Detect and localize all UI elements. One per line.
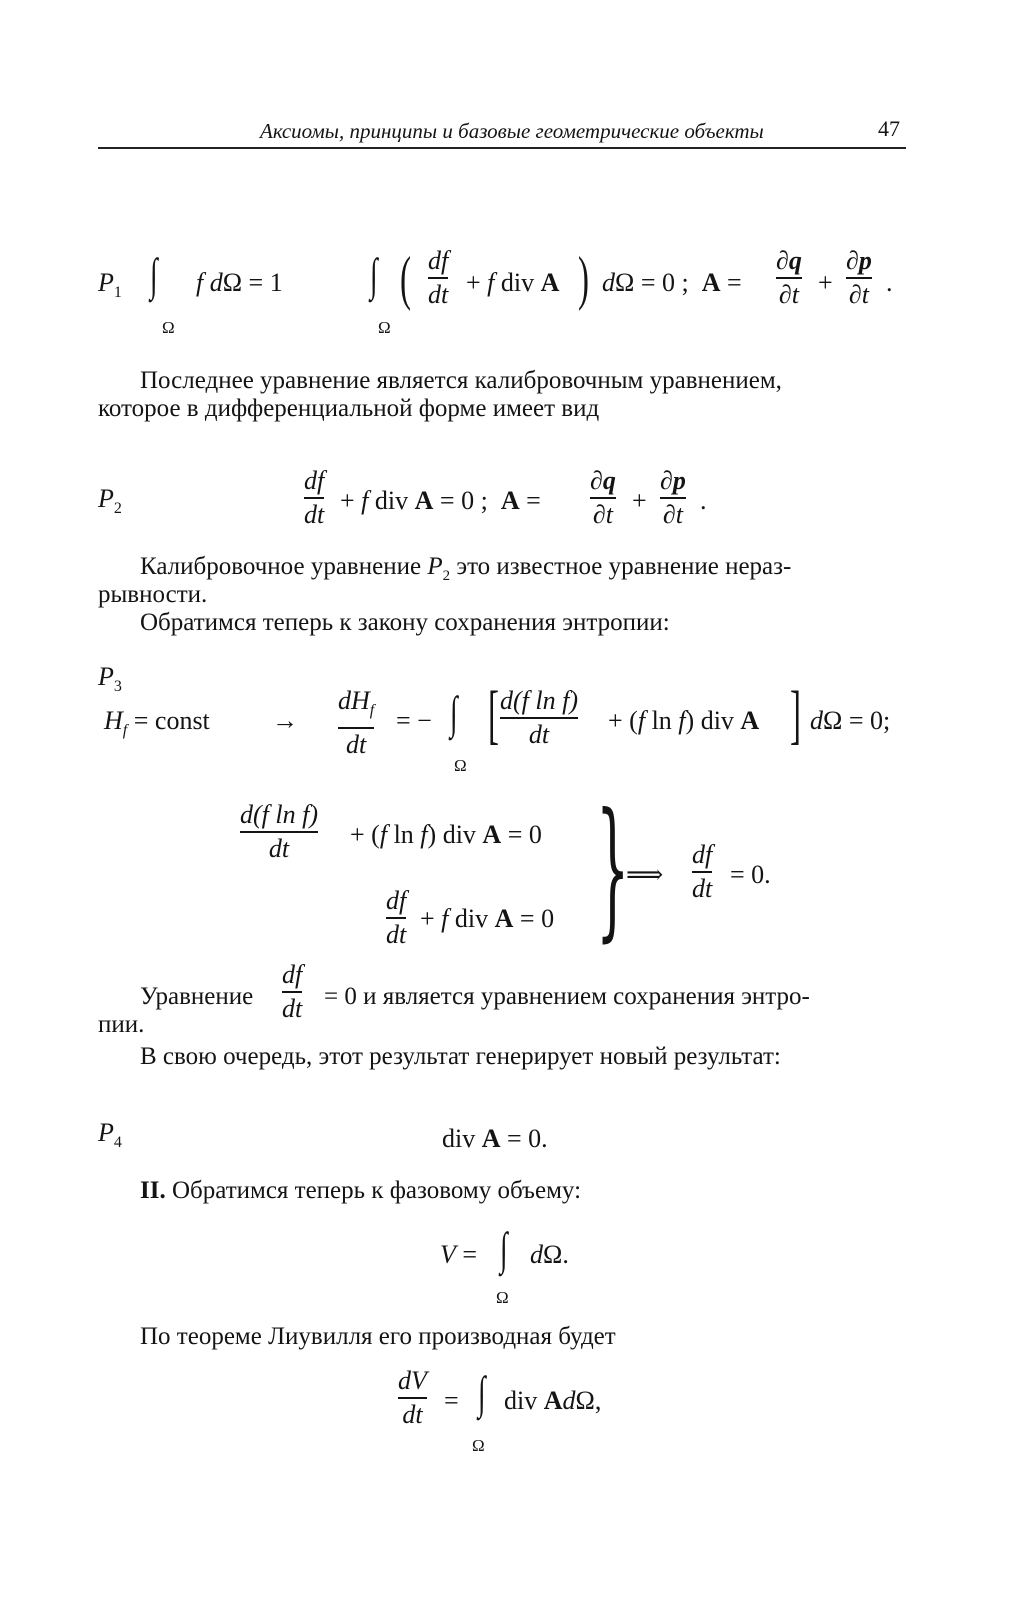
equation-phase-volume: V = ∫ Ω dΩ. bbox=[440, 1223, 569, 1307]
equation-p1-gauge-integral: ∫ Ω ( df dt + f div A ) dΩ = 0 ; A = ∂q ∂t + ∂p ∂t . bbox=[370, 245, 893, 337]
paragraph-line: рывности. bbox=[98, 581, 208, 608]
page-number: 47 bbox=[878, 116, 900, 141]
equation-p3-entropy-integral: $H_f$ = const → $dH_f$ dt = − ∫ Ω [ d(f ln f) dt + (f ln f) div A ] dΩ = 0; bbox=[104, 678, 891, 775]
paragraph-line: Калибровочное уравнение $P_2$ это известное уравнение нераз- bbox=[140, 553, 792, 584]
postulate-label-p1: $P_1$ bbox=[98, 268, 122, 302]
postulate-label-p2: $P_2$ bbox=[98, 484, 122, 518]
paragraph-line: Обратимся теперь к закону сохранения энтропии: bbox=[140, 609, 670, 636]
header-rule bbox=[98, 147, 906, 149]
equation-system-entropy: d(f ln f) dt + (f ln f) div A = 0 df dt + f div A = 0 } ⟹ df dt = 0. bbox=[240, 782, 771, 956]
paragraph-line: которое в дифференциальной форме имеет вид bbox=[98, 395, 600, 422]
running-title: Аксиомы, принципы и базовые геометрические объекты bbox=[260, 119, 764, 143]
paragraph-line: = 0 и является уравнением сохранения энтро- bbox=[324, 983, 810, 1010]
paragraph-line: В свою очередь, этот результат генерирует новый результат: bbox=[140, 1043, 781, 1070]
paragraph-line: II. Обратимся теперь к фазовому объему: bbox=[140, 1177, 582, 1204]
paragraph-line: Последнее уравнение является калибровочным уравнением, bbox=[140, 367, 782, 394]
postulate-label-p3: $P_3$ bbox=[98, 662, 122, 696]
paragraph-entropy-conservation: Уравнение df dt = 0 и является уравнением сохранения энтро- пии. bbox=[98, 960, 918, 1040]
equation-p2-continuity: df dt + f div A = 0 ; A = ∂q ∂t + ∂p ∂t . bbox=[304, 466, 707, 529]
postulate-label-p4: $P_4$ bbox=[98, 1118, 122, 1152]
equation-p4-divergence: div A = 0. bbox=[442, 1124, 548, 1153]
paragraph-line: пии. bbox=[98, 1011, 145, 1038]
paragraph-line: Уравнение bbox=[140, 983, 254, 1010]
equation-liouville: dV dt = ∫ Ω div AdΩ, bbox=[398, 1366, 602, 1455]
paragraph-line: По теореме Лиувилля его производная будет bbox=[140, 1323, 616, 1350]
